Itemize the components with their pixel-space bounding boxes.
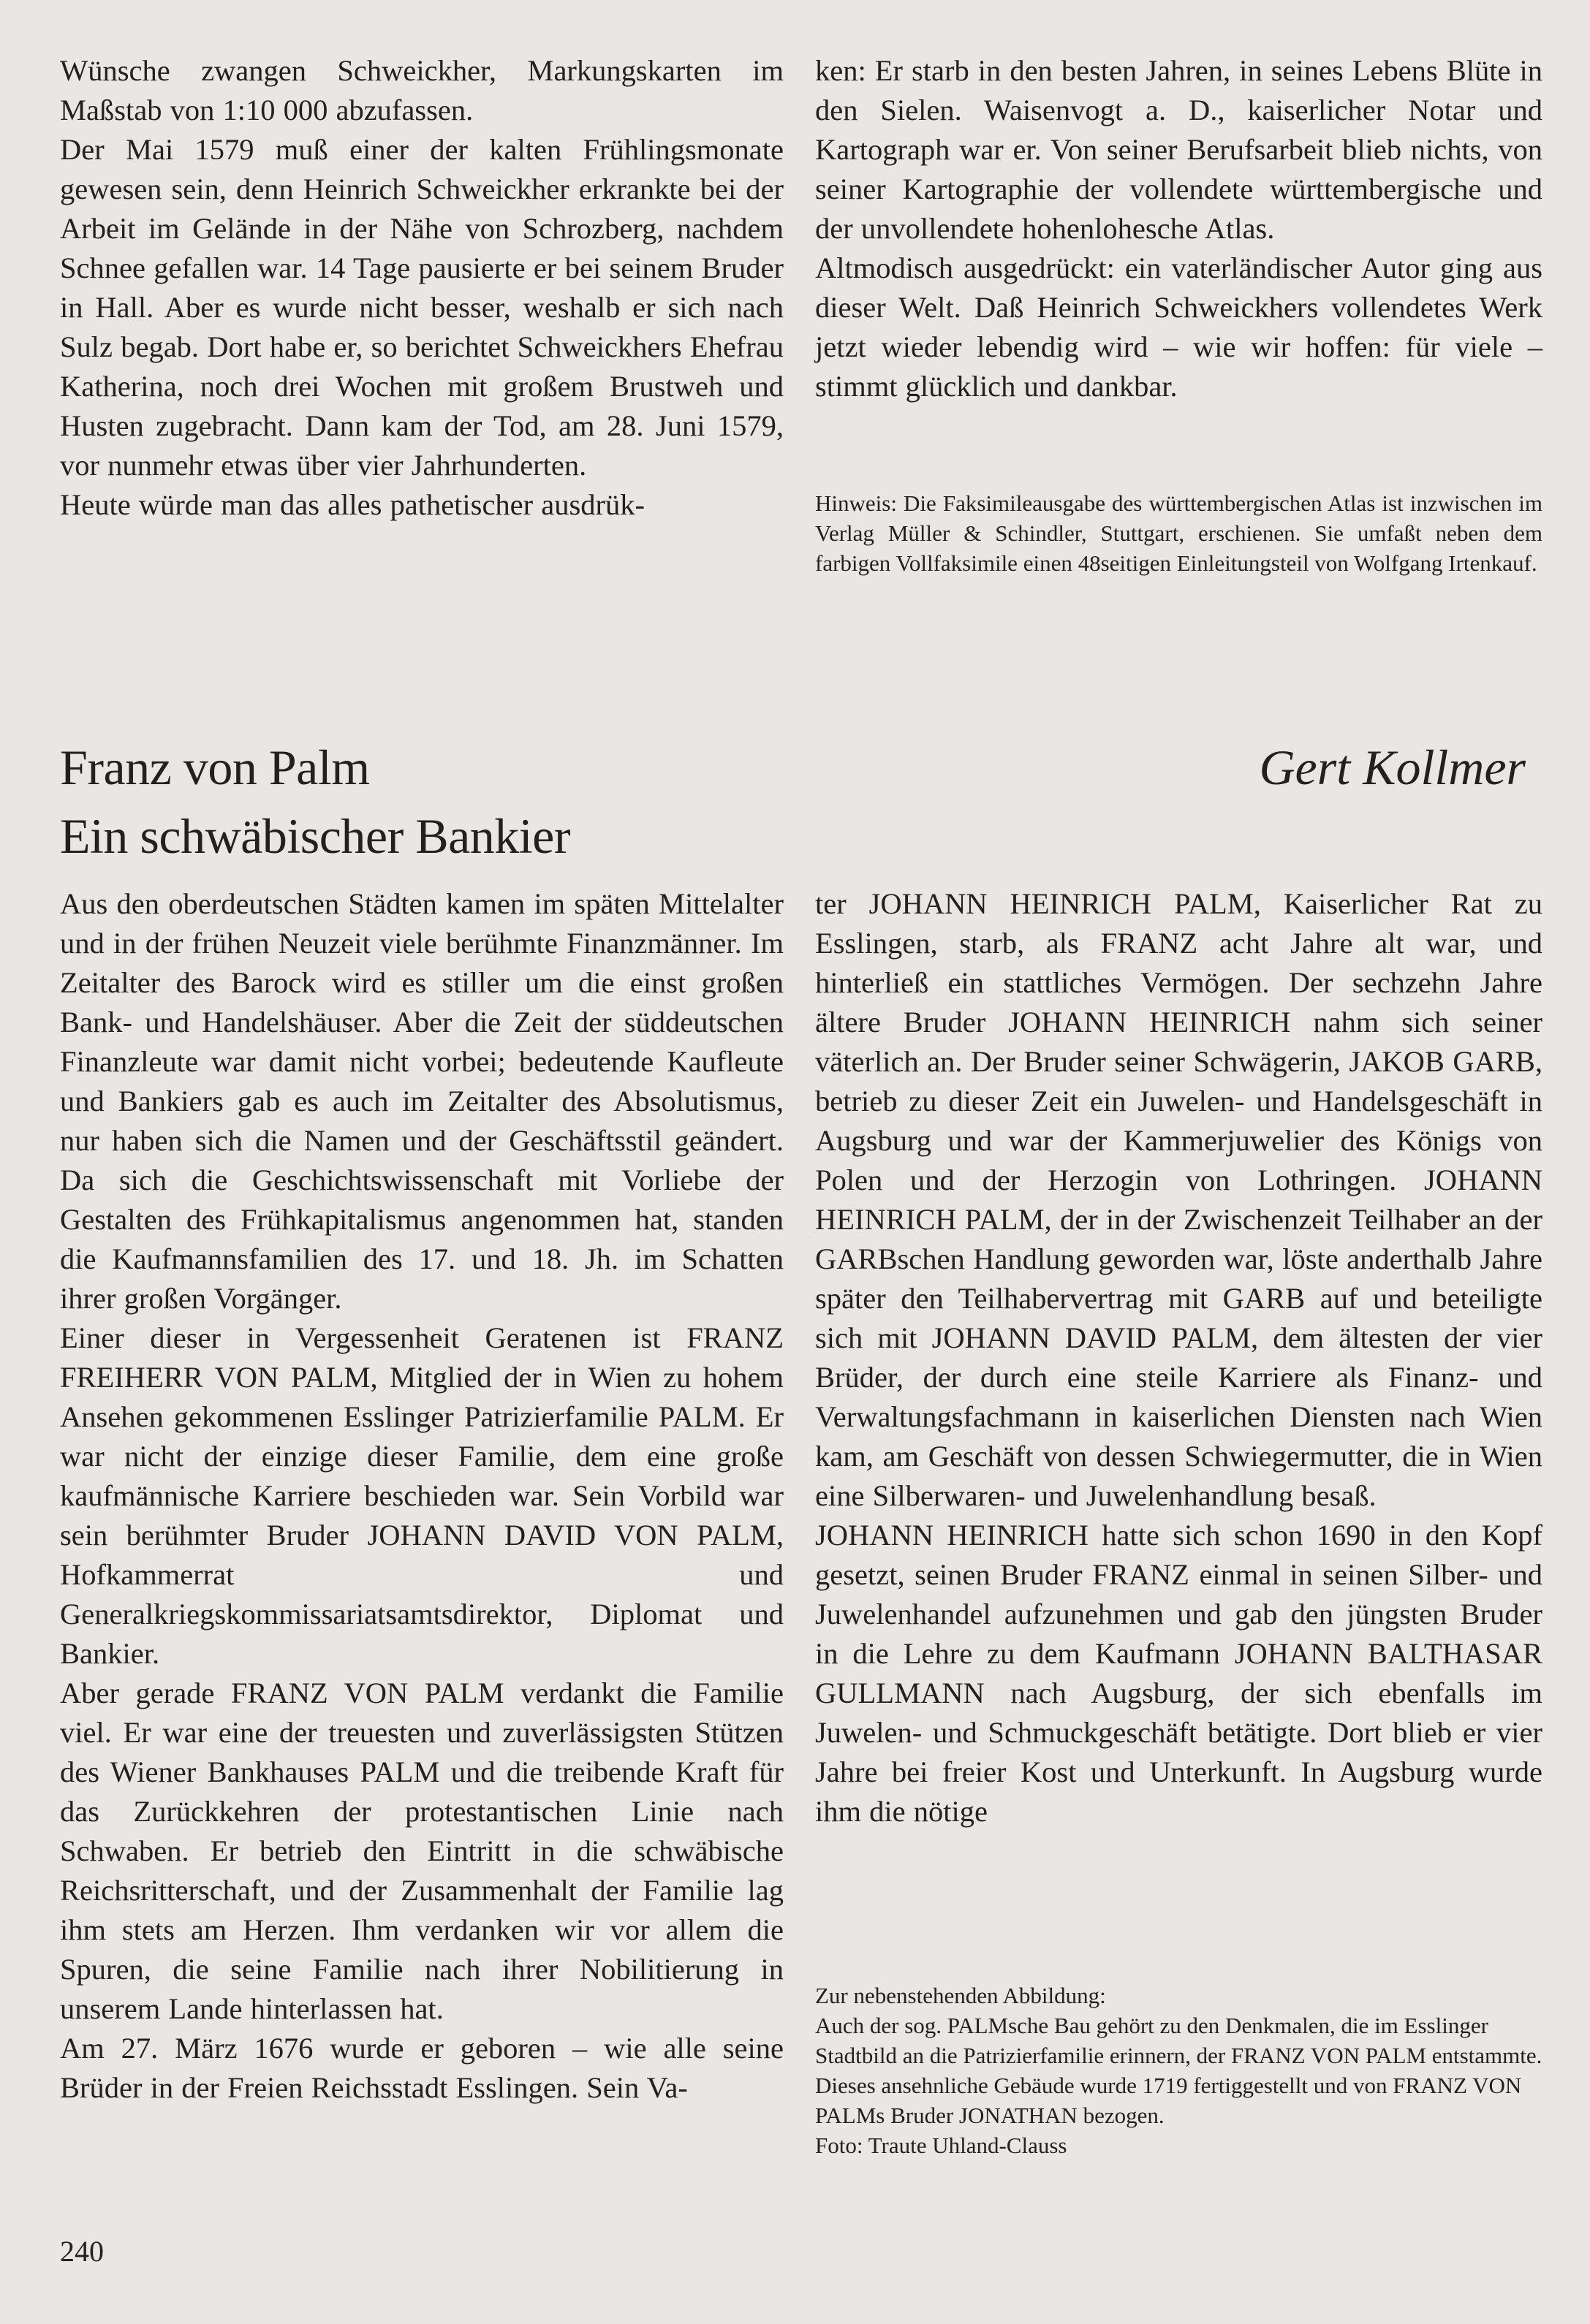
top-left-column xyxy=(60,51,784,525)
caption-text: Auch der sog. PALMsche Bau gehört zu den Denkmalen, die im Esslinger Stadtbild an die Patrizierfamilie erinnern, der FRANZ VON PALM entstammte. Dieses ansehnliche Gebäude wurde 1719 fertiggestellt und von FRANZ VON PALMs Bruder JONATHAN bezogen. xyxy=(815,2013,1542,2128)
body-paragraph: Heute würde man das alles pathetischer ausdrük- xyxy=(60,488,645,521)
body-paragraph: Der Mai 1579 muß einer der kalten Frühlingsmonate gewesen sein, denn Heinrich Schweickher erkrankte bei der Arbeit im Gelände in der Nähe von Schrozberg, nachdem Schnee gefallen war. 14 Tage pausierte er bei seinem Bruder in Hall. Aber es wurde nicht besser, weshalb er sich nach Sulz begab. Dort habe er, so berichtet Schweickhers Ehefrau Katherina, noch drei Wochen mit großem Brustweh und Husten zugebracht. Dann kam der Tod, am 28. Juni 1579, vor nunmehr etwas über vier Jahrhunderten. xyxy=(60,133,784,482)
image-caption xyxy=(815,1981,1542,2160)
body-paragraph: ter JOHANN HEINRICH PALM, Kaiserlicher Rat zu Esslingen, starb, als FRANZ acht Jahre alt war, und hinterließ ein stattliches Vermögen. Der sechzehn Jahre ältere Bruder JOHANN HEINRICH nahm sich seiner väterlich an. Der Bruder seiner Schwägerin, JAKOB GARB, betrieb zu dieser Zeit ein Juwelen- und Handelsgeschäft in Augsburg und war der Kammerjuwelier des Königs von Polen und der Herzogin von Lothringen. JOHANN HEINRICH PALM, der in der Zwischenzeit Teilhaber an der GARBschen Handlung geworden war, löste anderthalb Jahre später den Teilhabervertrag mit GARB auf und beteiligte sich mit JOHANN DAVID PALM, dem ältesten der vier Brüder, der durch eine steile Karriere als Finanz- und Verwaltungsfachmann in kaiserlichen Diensten nach Wien kam, am Geschäft von dessen Schwiegermutter, die in Wien eine Silberwaren- und Juwelenhandlung besaß. xyxy=(815,887,1542,1512)
body-paragraph: Aus den oberdeutschen Städten kamen im späten Mittelalter und in der frühen Neuzeit viele berühmte Finanzmänner. Im Zeitalter des Barock wird es stiller um die einst großen Bank- und Handelshäuser. Aber die Zeit der süddeutschen Finanzleute war damit nicht vorbei; bedeutende Kaufleute und Bankiers gab es auch im Zeitalter des Absolutismus, nur haben sich die Namen und der Geschäftsstil geändert. Da sich die Geschichtswissenschaft mit Vorliebe der Gestalten des Frühkapitalismus angenommen hat, standen die Kaufmannsfamilien des 17. und 18. Jh. im Schatten ihrer großen Vorgänger. xyxy=(60,887,784,1315)
article-left-column xyxy=(60,884,784,2108)
top-right-column xyxy=(815,51,1542,406)
body-paragraph: JOHANN HEINRICH hatte sich schon 1690 in den Kopf gesetzt, seinen Bruder FRANZ einmal in seinen Silber- und Juwelenhandel aufzunehmen und gab den jüngsten Bruder in die Lehre zu dem Kaufmann JOHANN BALTHASAR GULLMANN nach Augsburg, der sich ebenfalls im Juwelen- und Schmuckgeschäft betätigte. Dort blieb er vier Jahre bei freier Kost und Unterkunft. In Augsburg wurde ihm die nötige xyxy=(815,1519,1542,1828)
author-byline: Gert Kollmer xyxy=(1259,740,1526,795)
caption-heading: Zur nebenstehenden Abbildung: xyxy=(815,1983,1106,2008)
body-paragraph: Altmodisch ausgedrückt: ein vaterländischer Autor ging aus dieser Welt. Daß Heinrich Schweickhers vollendetes Werk jetzt wieder lebendig wird – wie wir hoffen: für viele – stimmt glücklich und dankbar. xyxy=(815,251,1542,403)
body-paragraph: Wünsche zwangen Schweickher, Markungskarten im Maßstab von 1:10 000 abzufassen. xyxy=(60,54,784,126)
page-number: 240 xyxy=(60,2235,104,2268)
article-subtitle: Ein schwäbischer Bankier xyxy=(60,808,570,864)
body-paragraph: Einer dieser in Vergessenheit Geratenen ist FRANZ FREIHERR VON PALM, Mitglied der in Wien zu hohem Ansehen gekommenen Esslinger Patrizierfamilie PALM. Er war nicht der einzige dieser Familie, dem eine große kaufmännische Karriere beschieden war. Sein Vorbild war sein berühmter Bruder JOHANN DAVID VON PALM, Hofkammerrat und Generalkriegskommissariatsamtsdirektor, Diplomat und Bankier. xyxy=(60,1321,784,1670)
body-paragraph: Am 27. März 1676 wurde er geboren – wie alle seine Brüder in der Freien Reichsstadt Esslingen. Sein Va- xyxy=(60,2032,784,2104)
article-right-column xyxy=(815,884,1542,1831)
body-paragraph: ken: Er starb in den besten Jahren, in seines Lebens Blüte in den Sielen. Waisenvogt a. D., kaiserlicher Notar und Kartograph war er. Von seiner Berufsarbeit blieb nichts, von seiner Kartographie der vollendete württembergische und der unvollendete hohenlohesche Atlas. xyxy=(815,54,1542,245)
footnote: Hinweis: Die Faksimileausgabe des württembergischen Atlas ist inzwischen im Verlag Müller & Schindler, Stuttgart, erschienen. Sie umfaßt neben dem farbigen Vollfaksimile einen 48seitigen Einleitungsteil von Wolfgang Irtenkauf. xyxy=(815,490,1542,576)
article-title: Franz von Palm xyxy=(60,740,370,795)
body-paragraph: Aber gerade FRANZ VON PALM verdankt die Familie viel. Er war eine der treuesten und zuverlässigsten Stützen des Wiener Bankhauses PALM und die treibende Kraft für das Zurückkehren der protestantischen Linie nach Schwaben. Er betrieb den Eintritt in die schwäbische Reichsritterschaft, und der Zusammenhalt der Familie lag ihm stets am Herzen. Ihm verdanken wir vor allem die Spuren, die seine Familie nach ihrer Nobilitierung in unserem Lande hinterlassen hat. xyxy=(60,1676,784,2025)
photo-credit: Foto: Traute Uhland-Clauss xyxy=(815,2133,1067,2158)
